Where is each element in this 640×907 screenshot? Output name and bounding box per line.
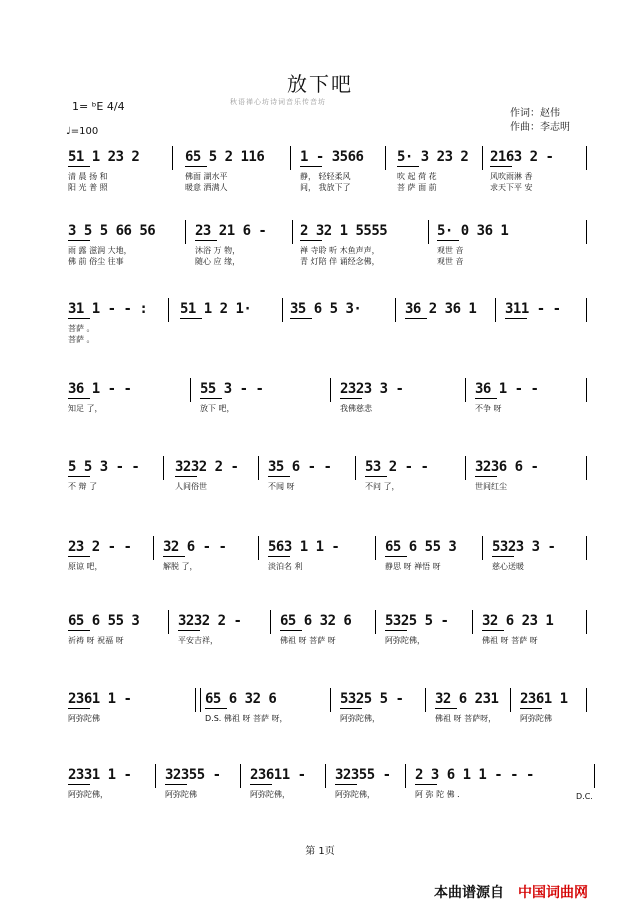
measure-notes: 563 1 1 - [268, 539, 340, 555]
lyric-verse-2: 青 灯陪 伴 诵经念佛， [300, 257, 380, 266]
measure-notes: 2331 1 - [68, 767, 132, 783]
measure-notes: 23611 - [250, 767, 306, 783]
beam-underline [68, 318, 90, 319]
beam-underline [415, 784, 437, 785]
beam-underline [205, 708, 227, 709]
beam-underline [175, 476, 197, 477]
lyric-verse-1: 我佛慈悲 [340, 404, 372, 413]
beam-underline [365, 476, 387, 477]
beam-underline [68, 476, 90, 477]
measure-notes: 31 1 - - : [68, 301, 148, 317]
barline [395, 298, 396, 322]
beam-underline [340, 708, 362, 709]
lyric-verse-2: 菩 萨 面 前 [397, 183, 437, 192]
measure-notes: 5325 5 - [385, 613, 449, 629]
lyric-verse-1: D.S. 佛祖 呀 菩萨 呀， [205, 714, 288, 723]
lyric-verse-1: 阿弥陀佛， [250, 790, 290, 799]
beam-underline [505, 318, 527, 319]
barline [425, 688, 426, 712]
lyric-verse-1: 不问 了， [365, 482, 400, 491]
lyric-verse-2: 观世 音 [437, 257, 464, 266]
measure-notes: 3232 2 - [178, 613, 242, 629]
lyric-verse-1: 佛祖 呀 菩萨呀， [435, 714, 497, 723]
measure-notes: 65 6 32 6 [205, 691, 277, 707]
beam-underline [520, 708, 542, 709]
beam-underline [165, 784, 187, 785]
lyric-verse-2: 阳 光 普 照 [68, 183, 108, 192]
barline [586, 536, 587, 560]
staff-line [0, 148, 640, 204]
measure-notes: 23 21 6 - [195, 223, 267, 239]
barline [282, 298, 283, 322]
beam-underline [300, 240, 322, 241]
beam-underline [492, 556, 514, 557]
lyric-verse-2: 菩萨 。 [68, 335, 95, 344]
barline [375, 610, 376, 634]
beam-underline [385, 630, 407, 631]
lyric-verse-1: 观世 音 [437, 246, 464, 255]
barline [586, 146, 587, 170]
beam-underline [300, 166, 322, 167]
barline [258, 536, 259, 560]
lyric-verse-1: 阿弥陀佛 [520, 714, 552, 723]
lyricist-credit: 作词：赵伟 [510, 108, 560, 119]
beam-underline [178, 630, 200, 631]
source-attribution [434, 882, 588, 902]
lyric-verse-1: 解脱 了， [163, 562, 198, 571]
measure-notes: 2361 1 - [68, 691, 132, 707]
lyric-verse-1: 阿弥陀佛， [340, 714, 380, 723]
beam-underline [268, 556, 290, 557]
beam-underline [68, 240, 90, 241]
lyric-verse-1: 阿弥陀佛 [165, 790, 197, 799]
barline [330, 688, 331, 712]
measure-notes: 51 1 2 1· [180, 301, 252, 317]
measure-notes: 32355 - [335, 767, 391, 783]
measure-notes: 2 3 6 1 1 - - - [415, 767, 534, 783]
measure-notes: 2361 1 [520, 691, 568, 707]
measure-notes: 35 6 5 3· [290, 301, 362, 317]
beam-underline [437, 240, 459, 241]
lyric-verse-1: 风吹雨淋 香 [490, 172, 533, 181]
barline [153, 536, 154, 560]
measure-notes: 5323 3 - [492, 539, 556, 555]
beam-underline [397, 166, 419, 167]
da-capo-mark: D.C. [576, 792, 593, 801]
measure-notes: 3 5 5 66 56 [68, 223, 156, 239]
lyric-verse-1: 不 辩 了 [68, 482, 98, 491]
beam-underline [68, 630, 90, 631]
measure-notes: 65 6 55 3 [385, 539, 457, 555]
measure-notes: 5325 5 - [340, 691, 404, 707]
lyric-verse-1: 禅 寺聆 听 木鱼声声， [300, 246, 380, 255]
barline [385, 146, 386, 170]
measure-notes: 3232 2 - [175, 459, 239, 475]
measure-notes: 5· 0 36 1 [437, 223, 509, 239]
barline [482, 146, 483, 170]
lyric-verse-1: 佛祖 呀 菩萨 呀 [280, 636, 336, 645]
barline [586, 456, 587, 480]
song-title: 放下吧 [287, 72, 353, 96]
beam-underline [68, 556, 90, 557]
beam-underline [200, 398, 222, 399]
measure-notes: 36 1 - - [68, 381, 132, 397]
barline [405, 764, 406, 788]
lyric-verse-1: 静， 轻轻柔风 [300, 172, 351, 181]
barline [586, 610, 587, 634]
lyric-verse-1: 慈心送暖 [492, 562, 524, 571]
beam-underline [68, 398, 90, 399]
lyric-verse-1: 菩萨 。 [68, 324, 95, 333]
page-number: 第 1页 [305, 846, 335, 857]
staff-line [0, 612, 640, 668]
measure-notes: 65 6 55 3 [68, 613, 140, 629]
barline [172, 146, 173, 170]
beam-underline [340, 398, 362, 399]
lyric-verse-1: 静思 呀 禅悟 呀 [385, 562, 441, 571]
barline [185, 220, 186, 244]
lyric-verse-1: 阿弥陀佛， [68, 790, 108, 799]
barline [195, 688, 196, 712]
measure-notes: 32 6 - - [163, 539, 227, 555]
barline [240, 764, 241, 788]
beam-underline [185, 166, 207, 167]
beam-underline [405, 318, 427, 319]
measure-notes: 65 6 32 6 [280, 613, 352, 629]
staff-line [0, 380, 640, 436]
beam-underline [385, 556, 407, 557]
lyric-verse-1: 祈祷 呀 祝福 呀 [68, 636, 124, 645]
beam-underline [290, 318, 312, 319]
staff-line [0, 222, 640, 278]
barline [465, 456, 466, 480]
barline [325, 764, 326, 788]
barline [330, 378, 331, 402]
lyric-verse-1: 清 晨 扬 和 [68, 172, 108, 181]
barline [586, 378, 587, 402]
composer-credit: 作曲：李志明 [510, 122, 570, 133]
lyric-verse-1: 佛面 湖水平 [185, 172, 228, 181]
lyric-verse-1: 阿 弥 陀 佛 ． [415, 790, 466, 799]
barline [472, 610, 473, 634]
measure-notes: 5 5 3 - - [68, 459, 140, 475]
measure-notes: 51 1 23 2 [68, 149, 140, 165]
beam-underline [250, 784, 272, 785]
measure-notes: 36 2 36 1 [405, 301, 477, 317]
beam-underline [435, 708, 457, 709]
lyric-verse-1: 知足 了， [68, 404, 103, 413]
key-signature: 1= ᵇE 4/4 [72, 100, 125, 113]
beam-underline [280, 630, 302, 631]
staff-line [0, 458, 640, 514]
barline [290, 146, 291, 170]
measure-notes: 2323 3 - [340, 381, 404, 397]
staff-line [0, 766, 640, 822]
beam-underline [475, 398, 497, 399]
lyric-verse-1: 佛祖 呀 菩萨 呀 [482, 636, 538, 645]
barline [168, 610, 169, 634]
measure-notes: 35 6 - - [268, 459, 332, 475]
barline [510, 688, 511, 712]
barline [586, 298, 587, 322]
lyric-verse-1: 平安吉祥， [178, 636, 218, 645]
barline [355, 456, 356, 480]
lyric-verse-2: 随心 应 缘， [195, 257, 241, 266]
lyric-verse-2: 暖意 洒满人 [185, 183, 228, 192]
measure-notes: 32 6 23 1 [482, 613, 554, 629]
lyric-verse-2: 佛 前 俗尘 往事 [68, 257, 124, 266]
lyric-verse-1: 阿弥陀佛， [335, 790, 375, 799]
lyric-verse-1: 淡泊名 利 [268, 562, 303, 571]
barline [428, 220, 429, 244]
beam-underline [482, 630, 504, 631]
measure-notes: 1 - 3566 [300, 149, 364, 165]
subtitle: 秋语禅心坊诗词音乐传音坊 [230, 98, 326, 106]
tempo-marking: ♩=100 [66, 126, 99, 137]
measure-notes: 53 2 - - [365, 459, 429, 475]
beam-underline [490, 166, 512, 167]
lyric-verse-1: 不闻 呀 [268, 482, 295, 491]
beam-underline [180, 318, 202, 319]
beam-underline [335, 784, 357, 785]
barline [375, 536, 376, 560]
beam-underline [68, 708, 90, 709]
source-site: 中国词曲网 [518, 885, 588, 901]
lyric-verse-2: 间， 我放下了 [300, 183, 351, 192]
measure-notes: 2163 2 - [490, 149, 554, 165]
barline [465, 378, 466, 402]
source-label: 本曲谱源自 [434, 885, 504, 901]
measure-notes: 5· 3 23 2 [397, 149, 469, 165]
barline [482, 536, 483, 560]
barline [495, 298, 496, 322]
lyric-verse-1: 沐浴 万 物， [195, 246, 241, 255]
measure-notes: 3236 6 - [475, 459, 539, 475]
barline [270, 610, 271, 634]
barline [200, 688, 201, 712]
beam-underline [475, 476, 497, 477]
lyric-verse-1: 阿弥陀佛 [68, 714, 100, 723]
lyric-verse-1: 阿弥陀佛， [385, 636, 425, 645]
barline [258, 456, 259, 480]
measure-notes: 23 2 - - [68, 539, 132, 555]
barline [586, 220, 587, 244]
beam-underline [268, 476, 290, 477]
barline [163, 456, 164, 480]
beam-underline [163, 556, 185, 557]
staff-line [0, 538, 640, 594]
lyric-verse-1: 世间红尘 [475, 482, 507, 491]
lyric-verse-1: 放下 吧， [200, 404, 235, 413]
measure-notes: 2 32 1 5555 [300, 223, 388, 239]
measure-notes: 32 6 231 [435, 691, 499, 707]
staff-line [0, 690, 640, 746]
beam-underline [68, 166, 90, 167]
barline [190, 378, 191, 402]
barline [155, 764, 156, 788]
measure-notes: 65 5 2 116 [185, 149, 265, 165]
lyric-verse-1: 雨 露 滋润 大地， [68, 246, 132, 255]
lyric-verse-1: 吹 起 荷 花 [397, 172, 437, 181]
measure-notes: 36 1 - - [475, 381, 539, 397]
barline [292, 220, 293, 244]
beam-underline [68, 784, 90, 785]
staff-line [0, 300, 640, 356]
measure-notes: 311 - - [505, 301, 561, 317]
beam-underline [195, 240, 217, 241]
barline [168, 298, 169, 322]
lyric-verse-1: 人间俗世 [175, 482, 207, 491]
measure-notes: 32355 - [165, 767, 221, 783]
lyric-verse-1: 不争 呀 [475, 404, 502, 413]
measure-notes: 55 3 - - [200, 381, 264, 397]
barline [586, 688, 587, 712]
barline [594, 764, 595, 788]
lyric-verse-1: 原谅 吧， [68, 562, 103, 571]
lyric-verse-2: 求天下平 安 [490, 183, 533, 192]
